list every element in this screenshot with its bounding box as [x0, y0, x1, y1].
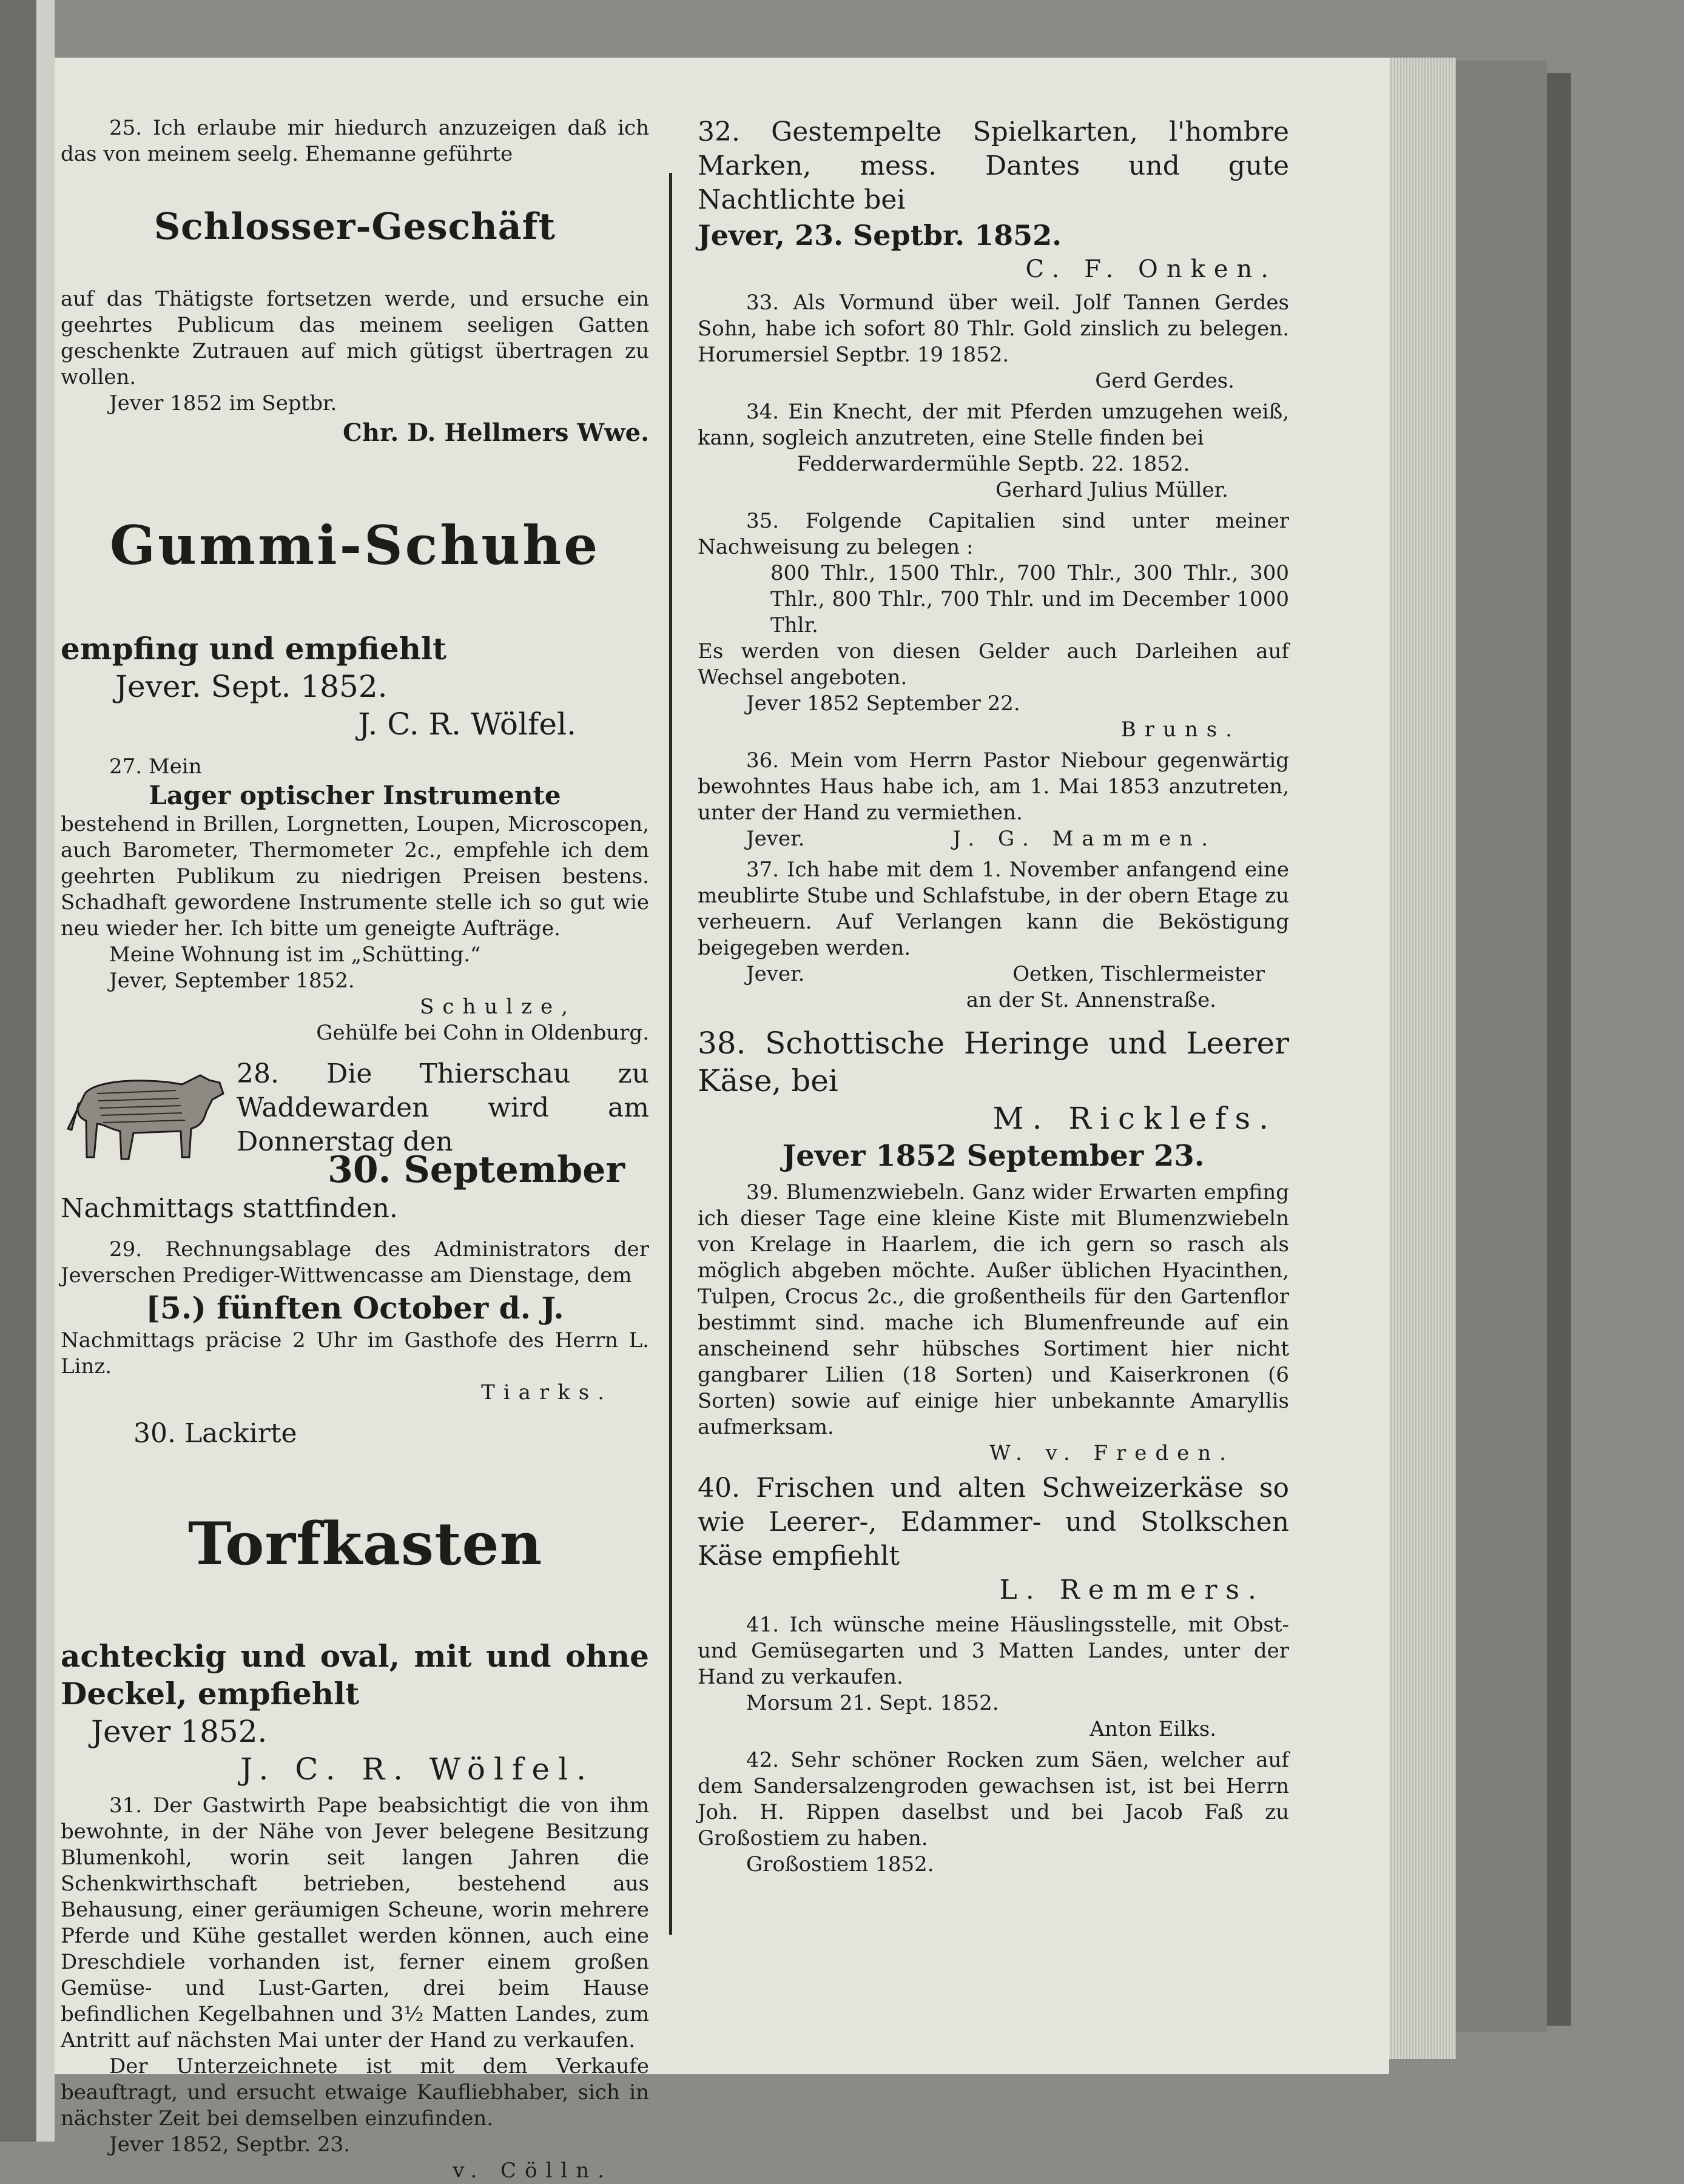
- ad-25-title: Schlosser-Geschäft: [153, 206, 556, 248]
- ad-32-text: 32. Gestempelte Spielkarten, l'hombre Marken, mess. Dantes und gute Nachtlichte bei: [698, 116, 1289, 215]
- ad-33-signature: Gerd Gerdes.: [1095, 369, 1234, 393]
- ad-36: [698, 748, 1289, 852]
- ad-35-signature: Bruns.: [1120, 717, 1241, 742]
- ad-28: [61, 1057, 649, 1226]
- ad-31-text: 31. Der Gastwirth Pape beabsichtigt die von ihm bewohnte, in der Nähe von Jever belegene Besitzung Blumenkohl, worin seit langen Jahren die Schenkwirthschaft betrieben, bestehend aus Behausung, einer geräumigen Scheune, worin mehrere Pferde und Kühe gestallet werden können, auch eine Dreschdiele vorhanden ist, ferner einem großen Gemüse- und Lust-Garten, drei beim Hause befindlichen Kegelbahnen und 3½ Matten Landes, zum Antritt auf nächsten Mai unter der Hand zu verkaufen.: [61, 1793, 649, 2052]
- ad-39-signature: W. v. Freden.: [989, 1441, 1234, 1465]
- ad-33: [698, 290, 1289, 394]
- ad-32-signature: C. F. Onken.: [1025, 255, 1277, 283]
- ad-26: [61, 514, 649, 743]
- ad-36-place: Jever.: [746, 827, 805, 851]
- ad-30-signature: J. C. R. Wölfel.: [240, 1752, 594, 1787]
- ad-41-text: 41. Ich wünsche meine Häuslingsstelle, mit Obst- und Gemüsegarten und 3 Matten Landes, unter der Hand zu verkaufen.: [698, 1613, 1289, 1689]
- ad-38-text: 38. Schottische Heringe und Leerer Käse, bei: [698, 1026, 1289, 1098]
- ad-42-date: Großostiem 1852.: [746, 1852, 934, 1877]
- ad-37-place: Jever.: [746, 962, 805, 986]
- ad-29-text-2: Nachmittags präcise 2 Uhr im Gasthofe des Herrn L. Linz.: [61, 1328, 649, 1379]
- ad-25-date: Jever 1852 im Septbr.: [109, 391, 337, 415]
- ad-30-text: achteckig und oval, mit und ohne Deckel, empfiehlt: [61, 1638, 649, 1712]
- ad-35-text: 35. Folgende Capitalien sind unter meiner Nachweisung zu belegen :: [698, 509, 1289, 559]
- ad-31: [61, 1793, 649, 2184]
- ad-31-text-2: Der Unterzeichnete ist mit dem Verkaufe beauftragt, und ersucht etwaige Kaufliebhaber, sich in nächster Zeit bei demselben einzufinden.: [61, 2054, 649, 2131]
- ad-31-signature: v. Cölln.: [453, 2159, 613, 2183]
- ad-27: [61, 754, 649, 1046]
- ad-26-signature: J. C. R. Wölfel.: [358, 707, 576, 742]
- ad-37-signature-2: an der St. Annenstraße.: [966, 988, 1216, 1012]
- ad-41-date: Morsum 21. Sept. 1852.: [746, 1691, 999, 1715]
- ad-28-text-2: Nachmittags stattfinden.: [61, 1193, 398, 1224]
- ad-34: [698, 399, 1289, 503]
- ad-30-number: 30. Lackirte: [133, 1418, 297, 1449]
- ad-30-date: Jever 1852.: [91, 1714, 268, 1749]
- ad-25-text: 25. Ich erlaube mir hiedurch anzuzeigen daß ich das von meinem seelg. Ehemanne geführte: [61, 116, 649, 166]
- ad-37: [698, 857, 1289, 1013]
- ad-25-signature: Chr. D. Hellmers Wwe.: [343, 418, 649, 447]
- ad-34-text: 34. Ein Knecht, der mit Pferden umzugehen weiß, kann, sogleich anzutreten, eine Stelle finden bei: [698, 400, 1289, 450]
- ad-26-title: Gummi-Schuhe: [109, 514, 601, 577]
- book-cover-board: [1456, 61, 1547, 2032]
- ad-38: [698, 1024, 1289, 1175]
- ad-37-text: 37. Ich habe mit dem 1. November anfangend eine meublirte Stube und Schlafstube, in der obern Etage zu verheuern. Auf Verlangen kann die Beköstigung beigegeben werden.: [698, 858, 1289, 960]
- ad-39-text: 39. Blumenzwiebeln. Ganz wider Erwarten empfing ich dieser Tage eine kleine Kiste mit Blumenzwiebeln von Krelage in Haarlem, die ich gern so rasch als möglich abgeben möchte. Außer üblichen Hyacinthen, Tulpen, Crocus 2c., die großentheils für den Gartenflor bestimmt sind. mache ich Blumenfreunde auf ein anscheinend sehr hübsches Sortiment hier nicht gangbarer Lilien (18 Sorten) und Kaiserkronen (6 Sorten) sowie auf einige hier unbekannte Amaryllis aufmerksam.: [698, 1180, 1289, 1439]
- ad-27-title: Lager optischer Instrumente: [149, 781, 561, 810]
- ad-38-date: Jever 1852 September 23.: [782, 1139, 1205, 1173]
- right-column: [698, 115, 1289, 1878]
- ad-33-text: 33. Als Vormund über weil. Jolf Tannen Gerdes Sohn, habe ich sofort 80 Thlr. Gold zinslich zu belegen. Horumersiel Septbr. 19 1852.: [698, 291, 1289, 367]
- binding-shadow: [0, 0, 36, 2142]
- ad-25: [61, 115, 649, 449]
- ad-32: [698, 115, 1289, 285]
- page-edges: [1389, 58, 1456, 2059]
- ad-38-signature: M. Ricklefs.: [992, 1101, 1277, 1136]
- ad-29: [61, 1237, 649, 1406]
- ad-26-text: empfing und empfiehlt: [61, 631, 447, 667]
- ad-37-signature: Oetken, Tischlermeister: [1012, 962, 1265, 986]
- ad-27-signature: Schulze,: [420, 995, 576, 1019]
- ad-27-date: Jever, September 1852.: [109, 969, 355, 993]
- ad-29-text: 29. Rechnungsablage des Administrators der Jeverschen Prediger-Wittwencasse am Dienstage, dem: [61, 1237, 649, 1288]
- ad-27-address: Meine Wohnung ist im „Schütting.“: [109, 942, 481, 967]
- ad-35: [698, 508, 1289, 743]
- book-cover-edge: [1547, 73, 1571, 2026]
- ad-26-date: Jever. Sept. 1852.: [115, 669, 388, 704]
- ad-39: [698, 1180, 1289, 1467]
- ox-icon: [61, 1057, 237, 1166]
- ad-30: [61, 1417, 649, 1788]
- ad-41: [698, 1612, 1289, 1742]
- ad-42-text: 42. Sehr schöner Rocken zum Säen, welcher auf dem Sandersalzengroden gewachsen ist, ist bei Herrn Joh. H. Rippen daselbst und bei Jacob Faß zu Großostiem zu haben.: [698, 1748, 1289, 1850]
- ad-27-number: 27. Mein: [109, 754, 202, 779]
- ad-41-signature: Anton Eilks.: [1090, 1717, 1216, 1741]
- left-column: [61, 115, 649, 2184]
- ad-34-signature: Gerhard Julius Müller.: [995, 478, 1228, 502]
- column-rule: [669, 173, 672, 1935]
- ad-27-text: bestehend in Brillen, Lorgnetten, Loupen, Microscopen, auch Barometer, Thermometer 2c., empfehle ich dem geehrten Publikum zu niedrigen Preisen bestens. Schadhaft gewordene Instrumente stelle ich so gut wie neu wieder her. Ich bitte um geneigte Aufträge.: [61, 812, 649, 941]
- ad-29-signature: Tiarks.: [481, 1380, 613, 1405]
- ad-35-text-2: Es werden von diesen Gelder auch Darleihen auf Wechsel angeboten.: [698, 639, 1289, 690]
- ad-28-text: 28. Die Thierschau zu Waddewarden wird am Donnerstag den: [237, 1058, 649, 1157]
- ad-31-date: Jever 1852, Septbr. 23.: [109, 2132, 351, 2157]
- ad-28-date: 30. September: [328, 1149, 625, 1191]
- ad-27-signature-2: Gehülfe bei Cohn in Oldenburg.: [316, 1021, 649, 1045]
- ad-32-date: Jever, 23. Septbr. 1852.: [698, 219, 1062, 252]
- ad-36-signature: J. G. Mammen.: [952, 827, 1216, 851]
- ad-29-date: [5.) fünften October d. J.: [146, 1290, 564, 1326]
- ad-35-list: 800 Thlr., 1500 Thlr., 700 Thlr., 300 Thlr., 300 Thlr., 800 Thlr., 700 Thlr. und im December 1000 Thlr.: [770, 561, 1289, 637]
- ad-40: [698, 1471, 1289, 1607]
- ad-42: [698, 1747, 1289, 1878]
- facing-page-edge: [36, 0, 55, 2142]
- ad-36-text: 36. Mein vom Herrn Pastor Niebour gegenwärtig bewohntes Haus habe ich, am 1. Mai 1853 anzutreten, unter der Hand zu vermiethen.: [698, 748, 1289, 825]
- ad-40-signature: L. Remmers.: [999, 1574, 1265, 1605]
- ad-35-date: Jever 1852 September 22.: [746, 691, 1020, 716]
- ad-25-text-2: auf das Thätigste fortsetzen werde, und ersuche ein geehrtes Publicum das meinem seeligen Gatten geschenkte Zutrauen auf mich gütigst übertragen zu wollen.: [61, 287, 649, 389]
- ad-30-title: Torfkasten: [188, 1510, 543, 1578]
- ad-34-place: Fedderwardermühle Septb. 22. 1852.: [797, 452, 1190, 476]
- ad-40-text: 40. Frischen und alten Schweizerkäse so wie Leerer-, Edammer- und Stolkschen Käse empfiehlt: [698, 1473, 1289, 1571]
